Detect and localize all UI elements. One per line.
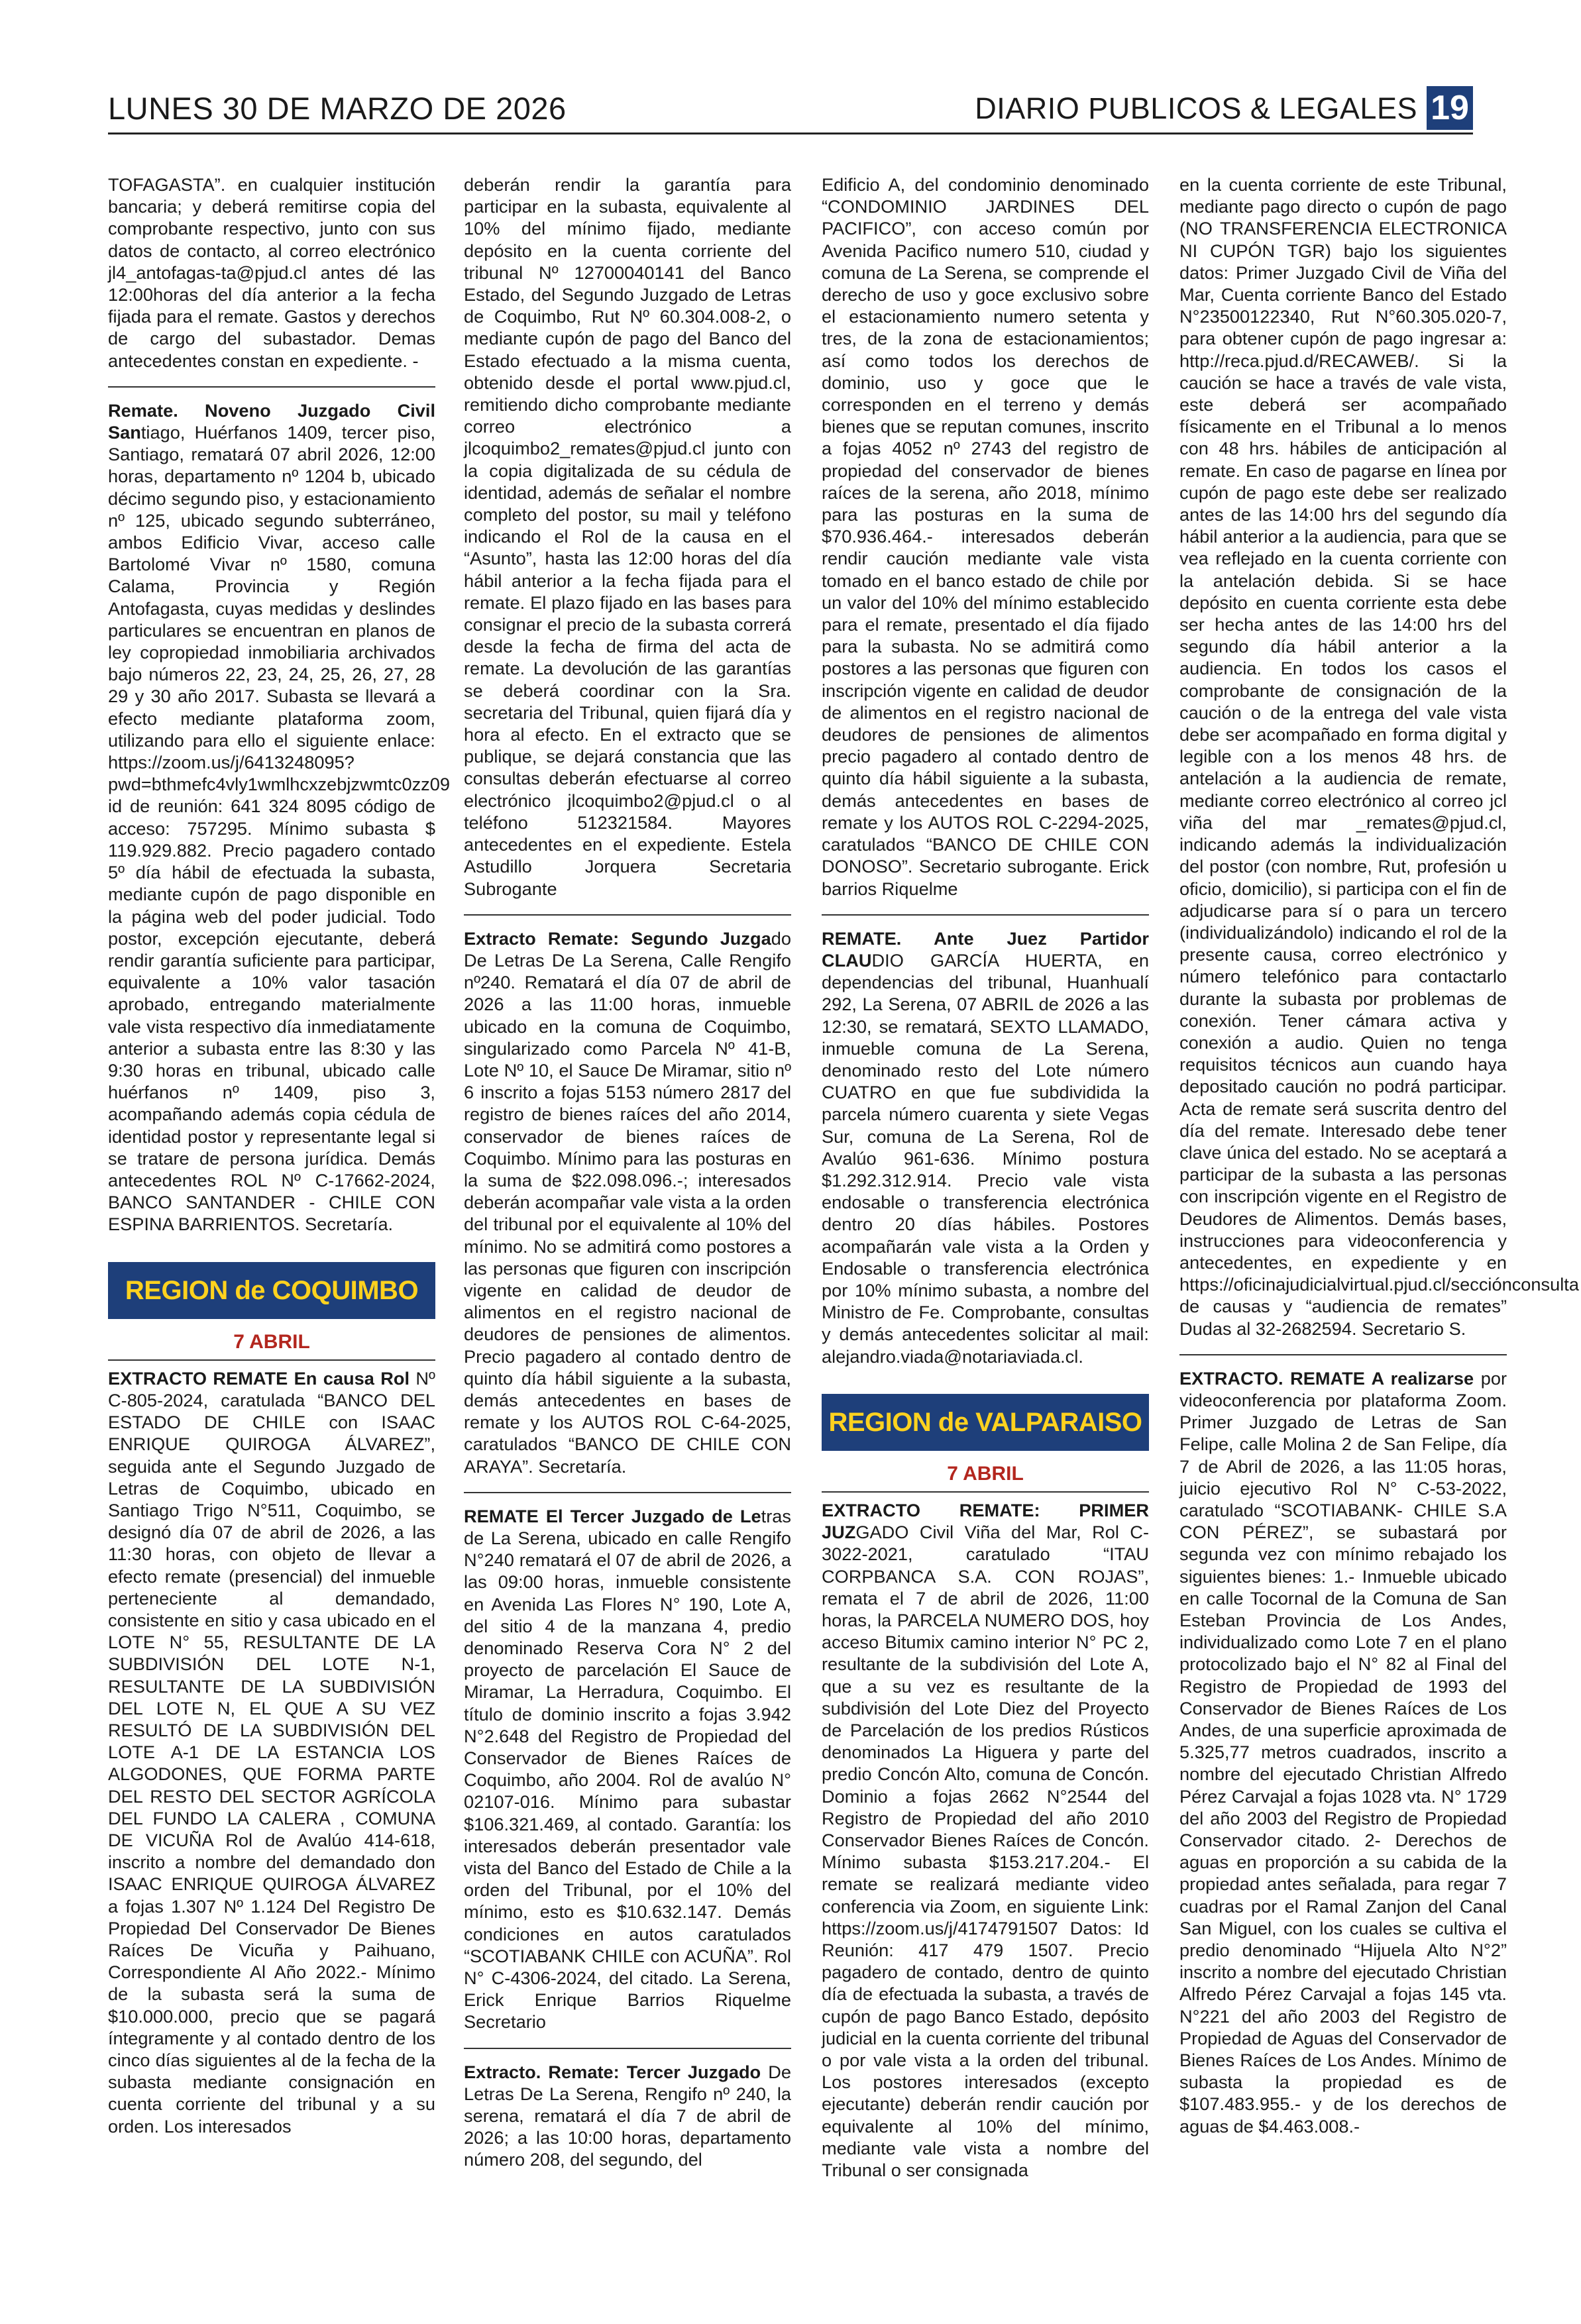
publication-name: DIARIO PUBLICOS & LEGALES bbox=[975, 91, 1417, 125]
dateline-rule bbox=[108, 1359, 435, 1361]
page-header bbox=[108, 86, 1473, 134]
notice bbox=[464, 927, 791, 1477]
issue-date: LUNES 30 DE MARZO DE 2026 bbox=[108, 91, 567, 126]
notice-continuation: en la cuenta corriente de este Tribunal, mediante pago directo o cupón de pago (NO TRANSFERENCIA ELECTRONICA NI CUPÓN TGR) bajo los siguientes datos: Primer Juzgado Civil de Viña del Mar, Cuenta corriente Banco del Estado N°23500122340, Rut N°60.305.020-7, para obtener cupón de pago ingresar a: http://reca.pjud.d/RECAWEB/. Si la caución se hace a través de vale vista, este deberá ser acompañado físicamente en el Tribunal a lo menos con 48 hrs. hábiles de anticipación al remate. En caso de pagarse en línea por cupón de pago este debe ser realizado antes de las 14:00 hrs del segundo día hábil anterior a la audiencia, para que se vea reflejado en la cuenta corriente con la antelación debida. Si se hace depósito en cuenta corriente esta debe ser hecha antes de las 14:00 hrs del segundo día hábil anterior a la audiencia. En todos los casos el comprobante de consignación de la caución o de la entrega del vale vista debe ser acompañado en forma digital y legible con a los menos 48 hrs. de antelación a la audiencia de remate, mediante correo electrónico al correo jcl viña del mar _remates@pjud.cl, indicando además la individualización del postor (con nombre, Rut, profesión u oficio, domicilio), si participa con el fin de adjudicarse para sí o para un tercero (individualizándolo) indicando el rol de la presente causa, correo electrónico y número telefónico para contactarlo durante la subasta por problemas de conexión. Tener cámara activa y conexión a audio. Quien no tenga requisitos técnicos aun cuando haya depositado caución no podrá participar. Acta de remate será suscrita dentro del día del remate. Interesado debe tener clave única del estado. No se aceptará a participar de la subasta a las personas con inscripción vigente en el Registro de Deudores de Alimentos. Demás bases, instrucciones para videoconferencia y antecedentes, en expediente y en https://oficinajudicialvirtual.pjud.cl/secciónconsulta de causas y “audiencia de remates” Dudas al 32-2682594. Secretario S. bbox=[1179, 174, 1579, 1339]
notice-lead: REMATE El Tercer Juzgado de Le bbox=[464, 1505, 761, 1526]
notice-lead: Remate. Noveno Juzgado Civil San bbox=[108, 399, 435, 443]
notice-continuation: deberán rendir la garantía para participar en la subasta, equivalente al 10% del mínimo fijado, mediante depósito en la cuenta corriente del tribunal Nº 12700040141 del Banco Estado, del Segundo Juzgado de Letras de Coquimbo, Rut Nº 60.304.008-2, o mediante cupón de pago del Banco del Estado efectuado a la misma cuenta, obtenido desde el portal www.pjud.cl, remitiendo dicho comprobante mediante correo electrónico a jlcoquimbo2_remates@pjud.cl junto con la copia digitalizada de su cédula de identidad, además de señalar el nombre completo del postor, su mail y teléfono indicando el Rol de la causa en el “Asunto”, hasta las 12:00 horas del día hábil anterior a la fecha fijada para el remate. El plazo fijado en las bases para consignar el precio de la subasta correrá desde la fecha de firma del acta de remate. La devolución de las garantías se deberá coordinar con la Sra. secretaria del Tribunal, quien fijará día y hora al efecto. En el extracto que se publique, se dejará constancia que las consultas deberán efectuarse al correo electrónico jlcoquimbo2@pjud.cl o al teléfono 512321584. Mayores antecedentes en el expediente. Estela Astudillo Jorquera Secretaria Subrogante bbox=[464, 174, 791, 899]
column-4 bbox=[1179, 174, 1579, 2137]
notice-body: DIO GARCÍA HUERTA, en dependencias del tribunal, Huanhualí 292, La Serena, 07 ABRIL de 2026 a las 12:30, se rematará, SEXTO LLAMADO, inmueble comuna de La Serena, denominado resto del Lote número CUATRO en que fue subdividida la parcela número cuarenta y siete Vegas Sur, comuna de La Serena, Rol de Avalúo 961-636. Mínimo postura $1.292.312.914. Precio vale vista endosable o transferencia electrónica dentro 20 días hábiles. Postores acompañarán vale vista a la Orden y Endosable o transferencia electrónica por 10% mínimo subasta, a nombre del Ministro de Fe. Comprobante, consultas y demás antecedentes solicitar al mail: alejandro.viada@notariaviada.cl. bbox=[822, 949, 1149, 1367]
notice bbox=[108, 1367, 435, 2137]
notice-body: por videoconferencia por plataforma Zoom. Primer Juzgado de Letras de San Felipe, calle Molina 2 de San Felipe, día 7 de Abril de 2026, a las 11:05 horas, juicio ejecutivo Rol N° C-53-2022, caratulado “SCOTIABANK- CHILE S.A CON PÉREZ”, se subastará por segunda vez con mínimo rebajado los siguientes bienes: 1.- Inmueble ubicado en calle Tocornal de la Comuna de San Esteban Provincia de Los Andes, individualizado como Lote 7 en el plano protocolizado bajo el N° 82 al Final del Registro de Propiedad de 1993 del Conservador de Bienes Raíces de Los Andes, de una superficie aproximada de 5.325,77 metros cuadrados, inscrito a nombre del ejecutado Christian Alfredo Pérez Carvajal a fojas 1028 vta. N° 1729 del año 2003 del Registro de Propiedad Conservador citado. 2- Derechos de aguas en proporción a su cabida de la propiedad antes señalada, para regar 7 cuadras por el Ramal Zanjon del Canal San Miguel, con los cuales se cultiva el predio denominado “Hijuela Alto N°2” inscrito a nombre del ejecutado Christian Alfredo Pérez Carvajal a fojas 145 vta. N°221 del año 2003 del Registro de Propiedad de Aguas del Conservador de Bienes Raíces de Los Andes. Mínimo de subasta la propiedad es de $107.483.955.- y de los derechos de aguas de $4.463.008.- bbox=[1179, 1367, 1507, 2137]
page-number: 19 bbox=[1427, 86, 1473, 130]
dateline-rule bbox=[822, 1491, 1149, 1493]
notice-divider bbox=[464, 914, 791, 916]
section-dateline: 7 ABRIL bbox=[233, 1330, 310, 1353]
notice bbox=[822, 1499, 1149, 2181]
notice-divider bbox=[108, 386, 435, 388]
column-1 bbox=[108, 174, 451, 2137]
notice-divider bbox=[1179, 1354, 1507, 1355]
notice-lead: EXTRACTO. REMATE A realizarse bbox=[1179, 1367, 1474, 1389]
region-banner-coquimbo: REGION de COQUIMBO bbox=[108, 1262, 435, 1319]
notice bbox=[822, 927, 1149, 1367]
column-2 bbox=[464, 174, 791, 2171]
notice bbox=[464, 2061, 791, 2171]
notice-body: tras de La Serena, ubicado en calle Rengifo N°240 rematará el 07 de abril de 2026, a las 09:00 horas, inmueble consistente en Avenida Las Flores N° 190, Lote A, del sitio 4 de la manzana 4, predio denominado Reserva Cora N° 2 del proyecto de parcelación El Sauce de Miramar, La Herradura, Coquimbo. El título de dominio inscrito a fojas 3.942 N°2.648 del Registro de Propiedad del Conservador de Bienes Raíces de Coquimbo, año 2004. Rol de avalúo N° 02107-016. Mínimo para subastar $106.321.469, al contado. Garantía: los interesados deberán presentador vale vista del Banco del Estado de Chile a la orden del Tribunal, por el 10% del mínimo, esto es $10.632.147. Demás condiciones en autos caratulados “SCOTIABANK CHILE con ACUÑA”. Rol N° C-4306-2024, del citado. La Serena, Erick Enrique Barrios Riquelme Secretario bbox=[464, 1505, 791, 2033]
notice-body: tiago, Huérfanos 1409, tercer piso, Santiago, rematará 07 abril 2026, 12:00 horas, departamento nº 1204 b, ubicado décimo segundo piso, y estacionamiento nº 125, ubicado segundo subterráneo, ambos Edificio Vivar, acceso calle Bartolomé Vivar nº 1580, comuna Calama, Provincia y Región Antofagasta, cuyas medidas y deslindes particulares se encuentran en planos de ley copropiedad inmobiliaria archivados bajo números 22, 23, 24, 25, 26, 27, 28 29 y 30 año 2017. Subasta se llevará a efecto mediante plataforma zoom, utilizando para ello el siguiente enlace: https://zoom.us/j/6413248095?pwd=bthmefc4vly1wmlhcxzebjzwmtc0zz09 id de reunión: 641 324 8095 código de acceso: 757295. Mínimo subasta $ 119.929.882. Precio pagadero contado 5º día hábil de efectuada la subasta, mediante cupón de pago disponible en la página web del poder judicial. Todo postor, excepción ejecutante, deberá rendir garantía suficiente para participar, equivalente a 10% valor tasación aprobado, entregando materialmente vale vista respectivo día inmediatamente anterior a subasta entre las 8:30 y las 9:30 horas en tribunal, ubicado calle huérfanos nº 1409, piso 3, acompañando además copia cédula de identidad postor y representante legal si se tratare de persona jurídica. Demás antecedentes ROL Nº C-17662-2024, BANCO SANTANDER - CHILE CON ESPINA BARRIENTOS. Secretaría. bbox=[108, 422, 451, 1235]
notice-body: GADO Civil Viña del Mar, Rol C-3022-2021, caratulado “ITAU CORPBANCA S.A. CON ROJAS”, remata el 7 de abril de 2026, 11:00 horas, la PARCELA NUMERO DOS, hoy acceso Bitumix camino interior N° PC 2, resultante de la subdivisión del Lote A, que a su vez es resultante de la subdivisión del Lote Diez del Proyecto de Parcelación de los predios Rústicos denominados La Higuera y parte del predio Concón Alto, comuna de Concón. Dominio a fojas 2662 N°2544 del Registro de Propiedad del año 2010 Conservador Bienes Raíces de Concón. Mínimo subasta $153.217.204.- El remate se realizará mediante video conferencia via Zoom, en siguiente Link: https://zoom.us/j/4174791507 Datos: Id Reunión: 417 479 1507. Precio pagadero de contado, dentro de quinto día de efectuada la subasta, a través de cupón de pago Banco Estado, depósito judicial en la cuenta corriente del tribunal o por vale vista a la orden del tribunal. Los postores interesados (excepto ejecutante) deberán rendir caución por equivalente al 10% del mínimo, mediante vale vista a nombre del Tribunal o ser consignada bbox=[822, 1522, 1149, 2181]
notice-lead: REMATE. Ante Juez Partidor CLAU bbox=[822, 927, 1149, 971]
notice-lead: Extracto. Remate: Tercer Juzgado bbox=[464, 2061, 761, 2082]
notice bbox=[1179, 1367, 1507, 2137]
region-banner-valparaiso: REGION de VALPARAISO bbox=[822, 1394, 1149, 1451]
column-3 bbox=[822, 174, 1149, 2181]
notice-divider bbox=[822, 914, 1149, 916]
notice-body: Nº C-805-2024, caratulada “BANCO DEL ESTADO DE CHILE con ISAAC ENRIQUE QUIROGA ÁLVAREZ”, seguida ante el Segundo Juzgado de Letras de Coquimbo, ubicado en Santiago Trigo N°511, Coquimbo, se designó día 07 de abril de 2026, a las 11:30 horas, con objeto de llevar a efecto remate (presencial) del inmueble perteneciente al demandado, consistente en sitio y casa ubicado en el LOTE N° 55, RESULTANTE DE LA SUBDIVISIÓN DEL LOTE N-1, RESULTANTE DE LA SUBDIVISIÓN DEL LOTE N, EL QUE A SU VEZ RESULTÓ DE LA SUBDIVISIÓN DEL LOTE A-1 DE LA ESTANCIA LOS ALGODONES, QUE FORMA PARTE DEL RESTO DEL SECTOR AGRÍCOLA DEL FUNDO LA CALERA , COMUNA DE VICUÑA Rol de Avalúo 414-618, inscrito a nombre del demandado don ISAAC ENRIQUE QUIROGA ÁLVAREZ a fojas 1.307 Nº 1.124 Del Registro De Propiedad Del Conservador De Bienes Raíces De Vicuña y Paihuano, Correspondiente Al Año 2022.- Mínimo de la subasta será la suma de $10.000.000, precio que se pagará íntegramente y al contado dentro de los cinco días siguientes al de la fecha de la subasta mediante consignación en cuenta corriente del tribunal y a su orden. Los interesados bbox=[108, 1367, 435, 2137]
notice-divider bbox=[464, 2048, 791, 2049]
notice bbox=[108, 399, 451, 1236]
notice-divider bbox=[464, 1492, 791, 1493]
notice-body: De Letras De La Serena, Rengifo nº 240, la serena, rematará el día 7 de abril de 2026; a las 10:00 horas, departamento número 208, del segundo, del bbox=[464, 2061, 791, 2170]
notice-lead: EXTRACTO REMATE En causa Rol bbox=[108, 1367, 410, 1389]
notice-body: do De Letras De La Serena, Calle Rengifo nº240. Rematará el día 07 de abril de 2026 a las 11:00 horas, inmueble ubicado en la comuna de Coquimbo, singularizado como Parcela Nº 41-B, Lote Nº 10, el Sauce De Miramar, sitio nº 6 inscrito a fojas 5153 número 2817 del registro de bienes raíces del año 2014, conservador de bienes raíces de Coquimbo. Mínimo para las posturas en la suma de $22.098.096.-; interesados deberán acompañar vale vista a la orden del tribunal por el equivalente al 10% del mínimo. No se admitirá como postores a las personas que figuren con inscripción vigente en calidad de deudor de alimentos en el registro nacional de deudores de pensiones de alimentos. Precio pagadero al contado dentro de quinto día hábil siguiente a la subasta, demás antecedentes en bases de remate y los AUTOS ROL C-64-2025, caratulados “BANCO DE CHILE CON ARAYA”. Secretaría. bbox=[464, 927, 791, 1477]
notice-continuation: TOFAGASTA”. en cualquier institución bancaria; y deberá remitirse copia del comprobante respectivo, junto con sus datos de contacto, al correo electrónico jl4_antofagas-ta@pjud.cl antes dé las 12:00horas del día anterior a la fecha fijada para el remate. Gastos y derechos de cargo del subastador. Demas antecedentes constan en expediente. - bbox=[108, 174, 435, 371]
notice-lead: Extracto Remate: Segundo Juzga bbox=[464, 927, 771, 949]
notice-lead: EXTRACTO REMATE: PRIMER JUZ bbox=[822, 1499, 1149, 1543]
section-dateline: 7 ABRIL bbox=[947, 1462, 1024, 1485]
header-rule bbox=[108, 132, 1473, 134]
notice-continuation: Edificio A, del condominio denominado “CONDOMINIO JARDINES DEL PACIFICO”, con acceso común por Avenida Pacifico numero 510, ciudad y comuna de La Serena, se comprende el derecho de uso y goce exclusivo sobre el estacionamiento numero setenta y tres, de la zona de estacionamientos; así como todos los derechos de dominio, uso y goce que le corresponden en el terreno y demás bienes que se reputan comunes, inscrito a fojas 4052 nº 2743 del registro de propiedad del conservador de bienes raíces de la serena, año 2018, mínimo para las posturas en la suma de $70.936.464.- interesados deberán rendir caución mediante vale vista tomado en el banco estado de chile por un valor del 10% del mínimo establecido para el remate, presentado el día fijado para la subasta. No se admitirá como postores a las personas que figuren con inscripción vigente en calidad de deudor de alimentos en el registro nacional de deudores de pensiones de alimentos precio pagadero al contado dentro de quinto día hábil siguiente a la subasta, demás antecedentes en bases de remate y los AUTOS ROL C-2294-2025, caratulados “BANCO DE CHILE CON DONOSO”. Secretario subrogante. Erick barrios Riquelme bbox=[822, 174, 1149, 899]
notice bbox=[464, 1505, 791, 2033]
